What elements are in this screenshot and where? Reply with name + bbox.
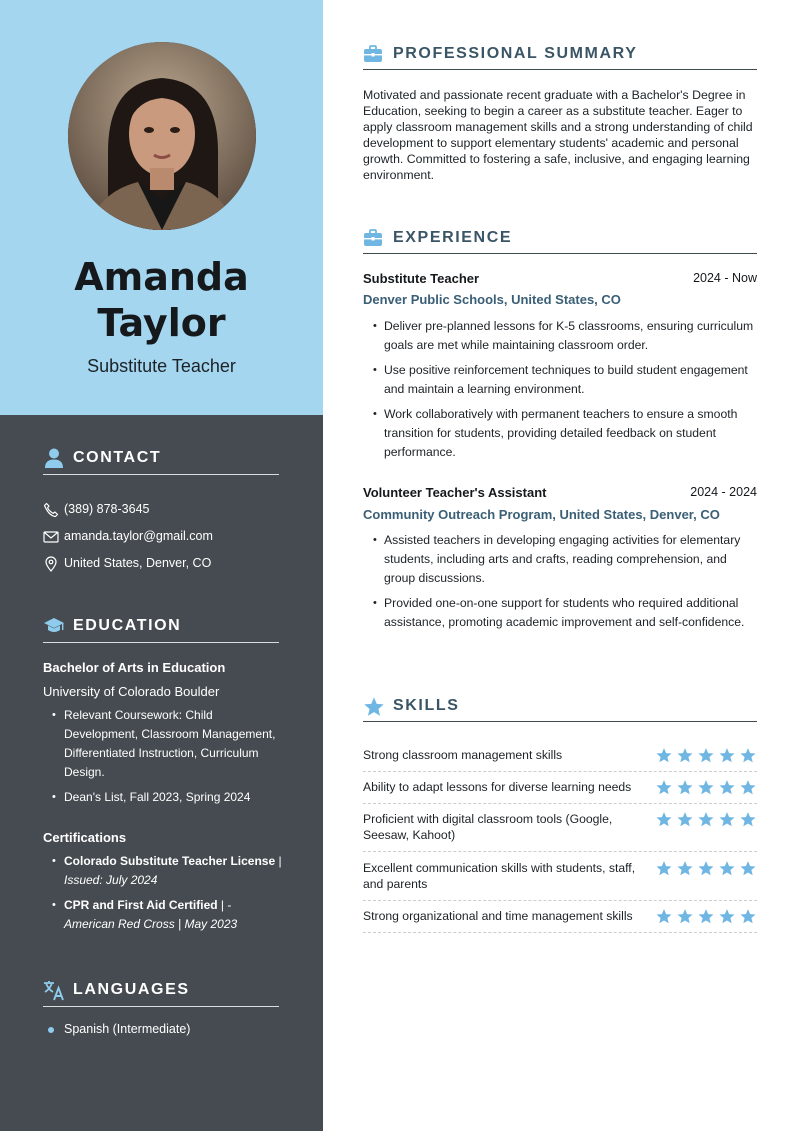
translate-icon [43,979,65,1001]
language-item: Spanish (Intermediate) [64,1022,191,1036]
mail-icon [43,529,59,545]
summary-text: Motivated and passionate recent graduate with a Bachelor's Degree in Education, seeking to begin a career as a substitute teacher. Eager to apply classroom management skills and a strong understanding of child development to support elementary students' academic and personal growth. Committed to fostering a safe, inclusive, and engaging learning environment. [363,88,753,182]
star-icon [655,860,673,877]
skill-row [363,860,757,901]
star-icon [676,779,694,796]
skill-row [363,779,757,804]
star-icon [697,860,715,877]
star-icon [718,860,736,877]
star-icon [655,747,673,764]
job-title: Substitute Teacher [87,356,236,376]
job-2-dates: 2024 - 2024 [690,485,757,499]
bullet-dot [48,1027,54,1033]
sidebar: Amanda Taylor Substitute Teacher CONTACT (389) 878-3645 amanda.taylor@gmail.com United States, Denver, CO EDUCATION Bachelor of Arts in Education University of Colorado Boulder • Relevant Coursework: Child Development, Classroom Management, Differentiated Instruction, Curriculum Design. • Dean's List, Fall 2023, Spring 2024 Certifications • Colorado Substitute Teacher License | Issued: July 2024 • CPR and First Aid Certified | - American Red Cross | May 2023 LANGUAGES Spanish (Intermediate) [0,0,323,1131]
briefcase-icon [363,44,383,64]
list-item: • Dean's List, Fall 2023, Spring 2024 [52,788,282,807]
first-name: Amanda [74,255,249,299]
star-icon [676,811,694,828]
star-icon [676,860,694,877]
job-2-org: Community Outreach Program, United States, Denver, CO [363,507,720,522]
star-icon [718,811,736,828]
summary-heading: PROFESSIONAL SUMMARY [363,42,757,70]
briefcase-icon [363,228,383,248]
skill-row [363,908,757,933]
education-school: University of Colorado Boulder [43,684,220,699]
skill-row [363,811,757,852]
languages-heading: LANGUAGES [43,977,279,1007]
profile-header [0,0,323,415]
graduation-cap-icon [43,615,65,637]
skill-rating [655,860,757,877]
job-1-org: Denver Public Schools, United States, CO [363,292,621,307]
star-icon [739,779,757,796]
list-item: • Use positive reinforcement techniques to build student engagement and maintain a learning environment. [373,361,758,399]
certifications-heading: Certifications [43,830,127,845]
star-icon [697,811,715,828]
profile-photo [68,42,256,230]
star-icon [676,747,694,764]
list-item: • Provided one-on-one support for students who required additional assistance, promoting academic improvement and self-confidence. [373,594,758,632]
list-item: • Work collaboratively with permanent teachers to ensure a smooth transition for students, providing detailed feedback on student performance. [373,405,758,462]
list-item: • Colorado Substitute Teacher License | Issued: July 2024 [52,852,282,890]
star-icon [697,908,715,925]
job-2-bullets [373,531,758,638]
skill-name: Proficient with digital classroom tools (Google, Seesaw, Kahoot) [363,812,613,842]
job-1-dates: 2024 - Now [693,271,757,285]
skill-name: Ability to adapt lessons for diverse learning needs [363,780,632,794]
education-details [52,706,282,813]
star-icon [697,747,715,764]
education-heading: EDUCATION [43,613,279,643]
star-icon [718,779,736,796]
education-degree: Bachelor of Arts in Education [43,660,226,675]
star-icon [655,779,673,796]
certifications-list [52,852,282,940]
skill-rating [655,811,757,828]
star-icon [718,908,736,925]
star-icon [697,779,715,796]
skill-name: Strong organizational and time management skills [363,909,633,923]
skill-row [363,747,757,772]
star-icon [676,908,694,925]
star-icon [655,811,673,828]
experience-heading: EXPERIENCE [363,226,757,254]
user-icon [43,447,65,469]
skill-name: Excellent communication skills with students, staff, and parents [363,861,636,891]
job-2-title: Volunteer Teacher's Assistant [363,485,547,500]
skill-name: Strong classroom management skills [363,748,563,762]
star-icon [655,908,673,925]
list-item: • Deliver pre-planned lessons for K-5 classrooms, ensuring curriculum goals are met while maintaining classroom order. [373,317,758,355]
skills-heading: SKILLS [363,694,757,722]
contact-heading: CONTACT [43,445,279,475]
star-icon [739,908,757,925]
star-icon [739,811,757,828]
star-icon [739,860,757,877]
job-1-title: Substitute Teacher [363,271,480,286]
star-icon [739,747,757,764]
list-item: • Relevant Coursework: Child Development, Classroom Management, Differentiated Instruction, Curriculum Design. [52,706,282,782]
skill-rating [655,908,757,925]
list-item: • CPR and First Aid Certified | - American Red Cross | May 2023 [52,896,282,934]
star-icon [363,696,385,718]
location-pin-icon [43,556,59,572]
star-icon [718,747,736,764]
phone-icon [43,502,59,518]
last-name: Taylor [97,301,226,345]
job-1-bullets [373,317,758,468]
skill-rating [655,747,757,764]
skill-rating [655,779,757,796]
list-item: • Assisted teachers in developing engaging activities for elementary students, including arts and crafts, reading comprehension, and group discussions. [373,531,758,588]
